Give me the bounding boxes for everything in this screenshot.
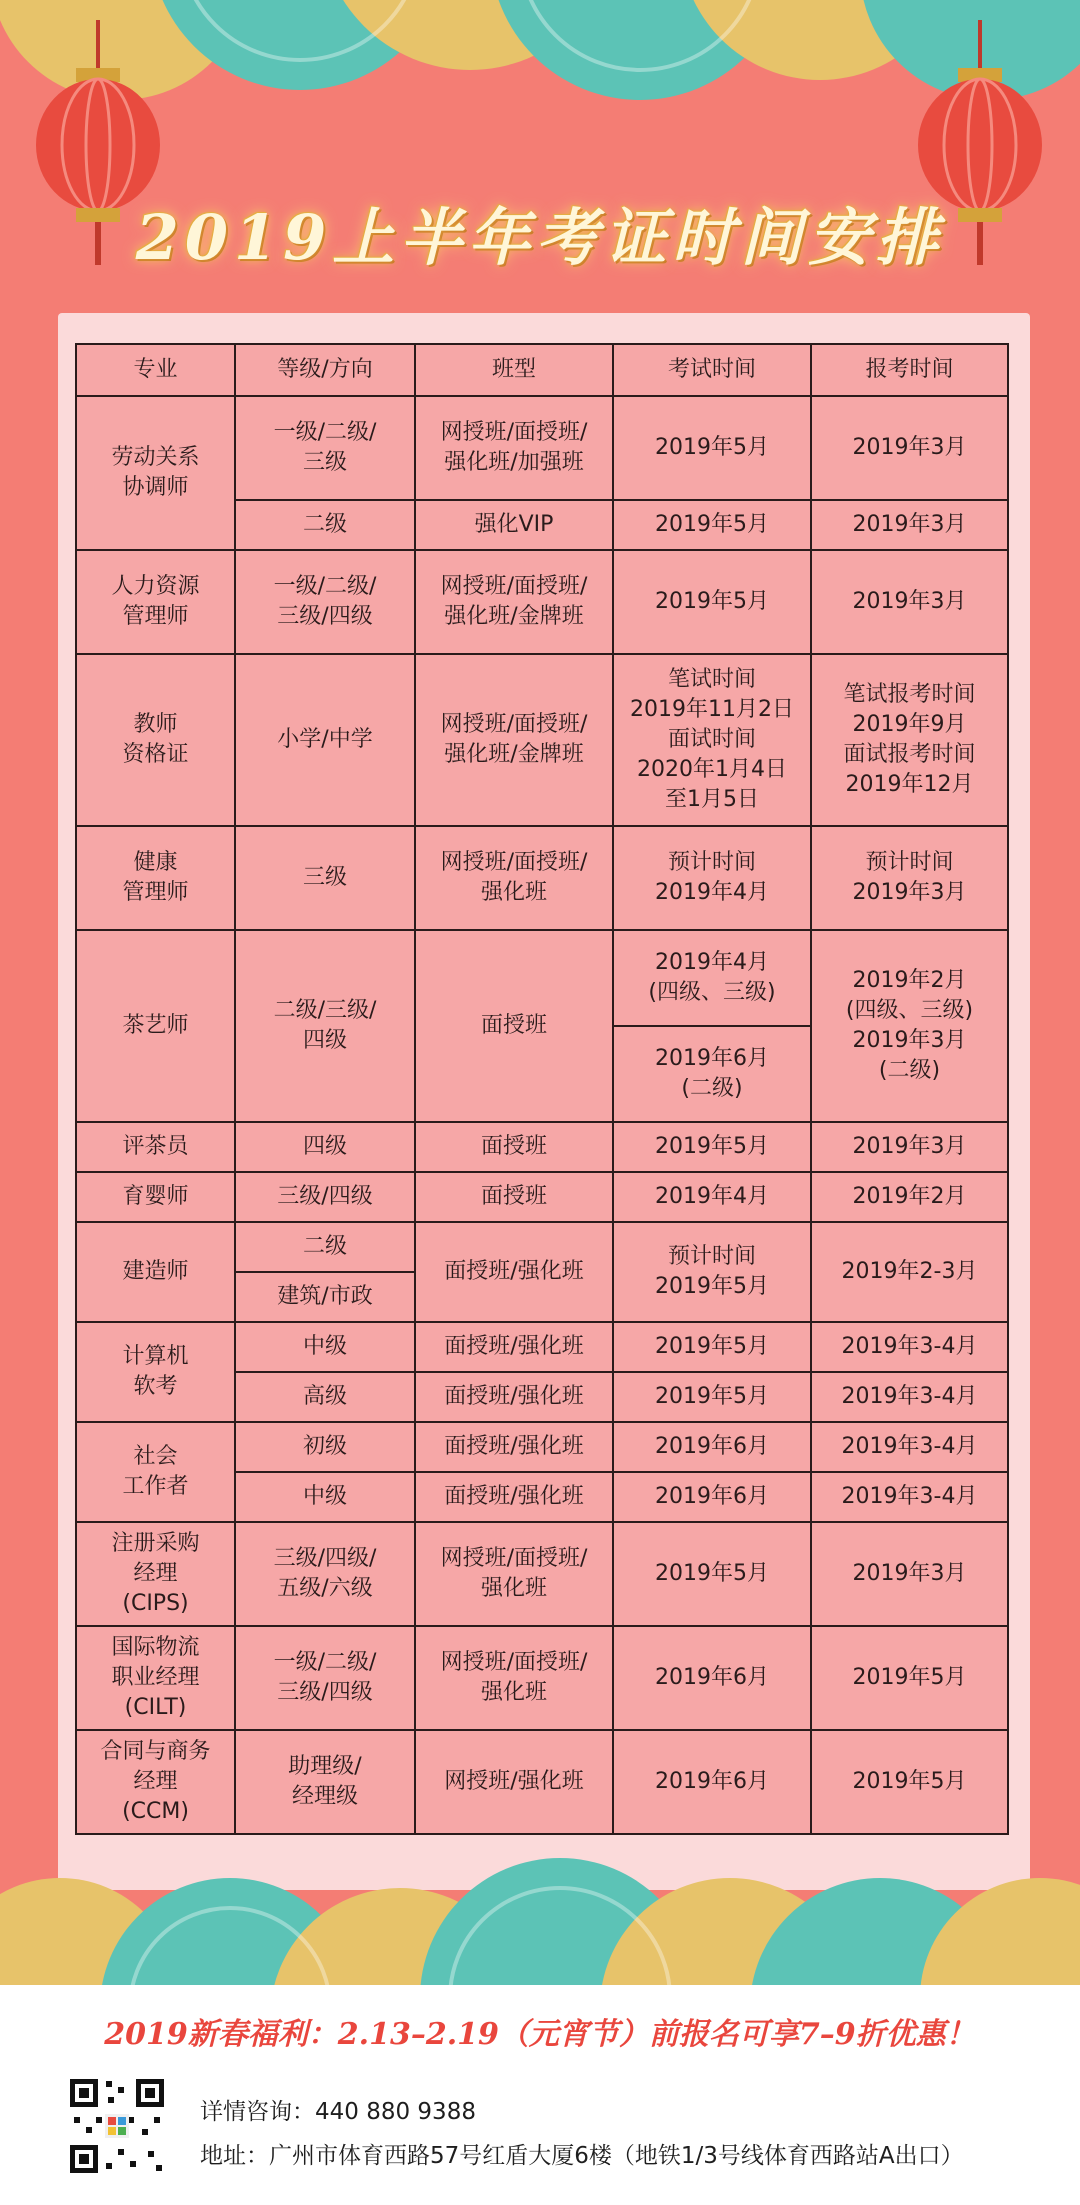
table-cell: 2019年2月 (四级、三级) 2019年3月 (二级) xyxy=(811,930,1008,1122)
table-cell: 2019年5月 xyxy=(613,1372,811,1422)
table-cell: 2019年6月 xyxy=(613,1626,811,1730)
table-cell: 2019年2-3月 xyxy=(811,1222,1008,1322)
table-cell: 茶艺师 xyxy=(76,930,235,1122)
table-cell: 三级 xyxy=(235,826,415,930)
table-cell: 二级/三级/ 四级 xyxy=(235,930,415,1122)
table-cell: 2019年5月 xyxy=(811,1730,1008,1834)
table-cell: 网授班/面授班/ 强化班/金牌班 xyxy=(415,654,613,826)
contact-address: 地址：广州市体育西路57号红盾大厦6楼（地铁1/3号线体育西路站A出口） xyxy=(200,2143,964,2169)
table-cell: 2019年3-4月 xyxy=(811,1322,1008,1372)
table-cell: 育婴师 xyxy=(76,1172,235,1222)
table-cell: 2019年5月 xyxy=(613,396,811,500)
table-cell: 国际物流 职业经理 (CILT) xyxy=(76,1626,235,1730)
table-cell: 合同与商务 经理 (CCM) xyxy=(76,1730,235,1834)
table-cell: 网授班/面授班/ 强化班/金牌班 xyxy=(415,550,613,654)
table-cell: 面授班 xyxy=(415,930,613,1122)
table-row xyxy=(76,396,1008,500)
header-class-type: 班型 xyxy=(415,344,613,396)
table-cell: 助理级/ 经理级 xyxy=(235,1730,415,1834)
table-cell: 初级 xyxy=(235,1422,415,1472)
header-exam-time: 考试时间 xyxy=(613,344,811,396)
table-cell: 2019年5月 xyxy=(613,1122,811,1172)
qr-code-icon xyxy=(68,2077,166,2175)
table-cell: 中级 xyxy=(235,1322,415,1372)
table-cell: 四级 xyxy=(235,1122,415,1172)
table-cell: 2019年5月 xyxy=(613,1522,811,1626)
table-cell: 一级/二级/ 三级/四级 xyxy=(235,550,415,654)
table-cell: 笔试时间 2019年11月2日 面试时间 2020年1月4日 至1月5日 xyxy=(613,654,811,826)
table-row xyxy=(76,1322,1008,1372)
header-major: 专业 xyxy=(76,344,235,396)
table-row xyxy=(76,654,1008,826)
table-cell: 面授班/强化班 xyxy=(415,1222,613,1322)
table-cell: 2019年5月 xyxy=(613,500,811,550)
table-cell: 2019年6月 (二级) xyxy=(613,1026,811,1122)
table-cell: 三级/四级/ 五级/六级 xyxy=(235,1522,415,1626)
table-cell: 强化VIP xyxy=(415,500,613,550)
table-cell: 评茶员 xyxy=(76,1122,235,1172)
table-cell: 2019年3月 xyxy=(811,1522,1008,1626)
table-row xyxy=(76,550,1008,654)
table-cell: 面授班 xyxy=(415,1172,613,1222)
table-cell: 预计时间 2019年5月 xyxy=(613,1222,811,1322)
table-cell: 建筑/市政 xyxy=(235,1272,415,1322)
table-cell: 2019年3月 xyxy=(811,550,1008,654)
table-cell: 网授班/面授班/ 强化班/加强班 xyxy=(415,396,613,500)
table-body xyxy=(76,396,1008,1834)
table-cell: 2019年3月 xyxy=(811,396,1008,500)
table-row xyxy=(76,1522,1008,1626)
table-cell: 2019年4月 xyxy=(613,1172,811,1222)
table-cell: 面授班/强化班 xyxy=(415,1322,613,1372)
table-cell: 小学/中学 xyxy=(235,654,415,826)
table-cell: 网授班/面授班/ 强化班 xyxy=(415,1522,613,1626)
table-cell: 计算机 软考 xyxy=(76,1322,235,1422)
table-cell: 2019年5月 xyxy=(811,1626,1008,1730)
table-row xyxy=(76,1730,1008,1834)
table-cell: 面授班/强化班 xyxy=(415,1372,613,1422)
table-cell: 社会 工作者 xyxy=(76,1422,235,1522)
table-cell: 面授班 xyxy=(415,1122,613,1172)
table-row xyxy=(76,826,1008,930)
page-title: 2019上半年考证时间安排 xyxy=(135,201,945,274)
table-cell: 中级 xyxy=(235,1472,415,1522)
table-row xyxy=(76,1626,1008,1730)
table-cell: 三级/四级 xyxy=(235,1172,415,1222)
table-cell: 网授班/强化班 xyxy=(415,1730,613,1834)
table-cell: 预计时间 2019年4月 xyxy=(613,826,811,930)
table-row xyxy=(76,1122,1008,1172)
bottom-wave-decoration xyxy=(0,1848,1080,1988)
table-cell: 2019年2月 xyxy=(811,1172,1008,1222)
table-cell: 健康 管理师 xyxy=(76,826,235,930)
table-cell: 2019年6月 xyxy=(613,1472,811,1522)
header-level: 等级/方向 xyxy=(235,344,415,396)
table-cell: 笔试报考时间 2019年9月 面试报考时间 2019年12月 xyxy=(811,654,1008,826)
table-cell: 2019年6月 xyxy=(613,1422,811,1472)
table-cell: 2019年4月 (四级、三级) xyxy=(613,930,811,1026)
contact-footer xyxy=(0,1985,1080,2205)
table-cell: 2019年3-4月 xyxy=(811,1422,1008,1472)
table-row xyxy=(76,1172,1008,1222)
table-cell: 面授班/强化班 xyxy=(415,1422,613,1472)
table-cell: 2019年6月 xyxy=(613,1730,811,1834)
table-header-row xyxy=(76,344,1008,396)
table-cell: 网授班/面授班/ 强化班 xyxy=(415,826,613,930)
table-cell: 2019年3-4月 xyxy=(811,1372,1008,1422)
table-cell: 网授班/面授班/ 强化班 xyxy=(415,1626,613,1730)
table-cell: 2019年5月 xyxy=(613,1322,811,1372)
table-cell: 2019年3月 xyxy=(811,1122,1008,1172)
table-cell: 2019年5月 xyxy=(613,550,811,654)
schedule-table xyxy=(75,343,1009,1835)
table-row xyxy=(76,1222,1008,1272)
table-cell: 预计时间 2019年3月 xyxy=(811,826,1008,930)
table-cell: 一级/二级/ 三级 xyxy=(235,396,415,500)
table-row xyxy=(76,1422,1008,1472)
table-cell: 高级 xyxy=(235,1372,415,1422)
table-cell: 二级 xyxy=(235,500,415,550)
header-registration-time: 报考时间 xyxy=(811,344,1008,396)
contact-phone: 详情咨询：440 880 9388 xyxy=(200,2099,476,2125)
table-cell: 建造师 xyxy=(76,1222,235,1322)
table-cell: 一级/二级/ 三级/四级 xyxy=(235,1626,415,1730)
table-cell: 二级 xyxy=(235,1222,415,1272)
table-cell: 注册采购 经理 (CIPS) xyxy=(76,1522,235,1626)
table-cell: 人力资源 管理师 xyxy=(76,550,235,654)
table-cell: 教师 资格证 xyxy=(76,654,235,826)
table-cell: 2019年3-4月 xyxy=(811,1472,1008,1522)
table-cell: 劳动关系 协调师 xyxy=(76,396,235,550)
table-row xyxy=(76,930,1008,1026)
table-cell: 2019年3月 xyxy=(811,500,1008,550)
promo-banner: 2019新春福利：2.13–2.19（元宵节）前报名可享7–9折优惠！ xyxy=(104,2017,976,2052)
table-cell: 面授班/强化班 xyxy=(415,1472,613,1522)
